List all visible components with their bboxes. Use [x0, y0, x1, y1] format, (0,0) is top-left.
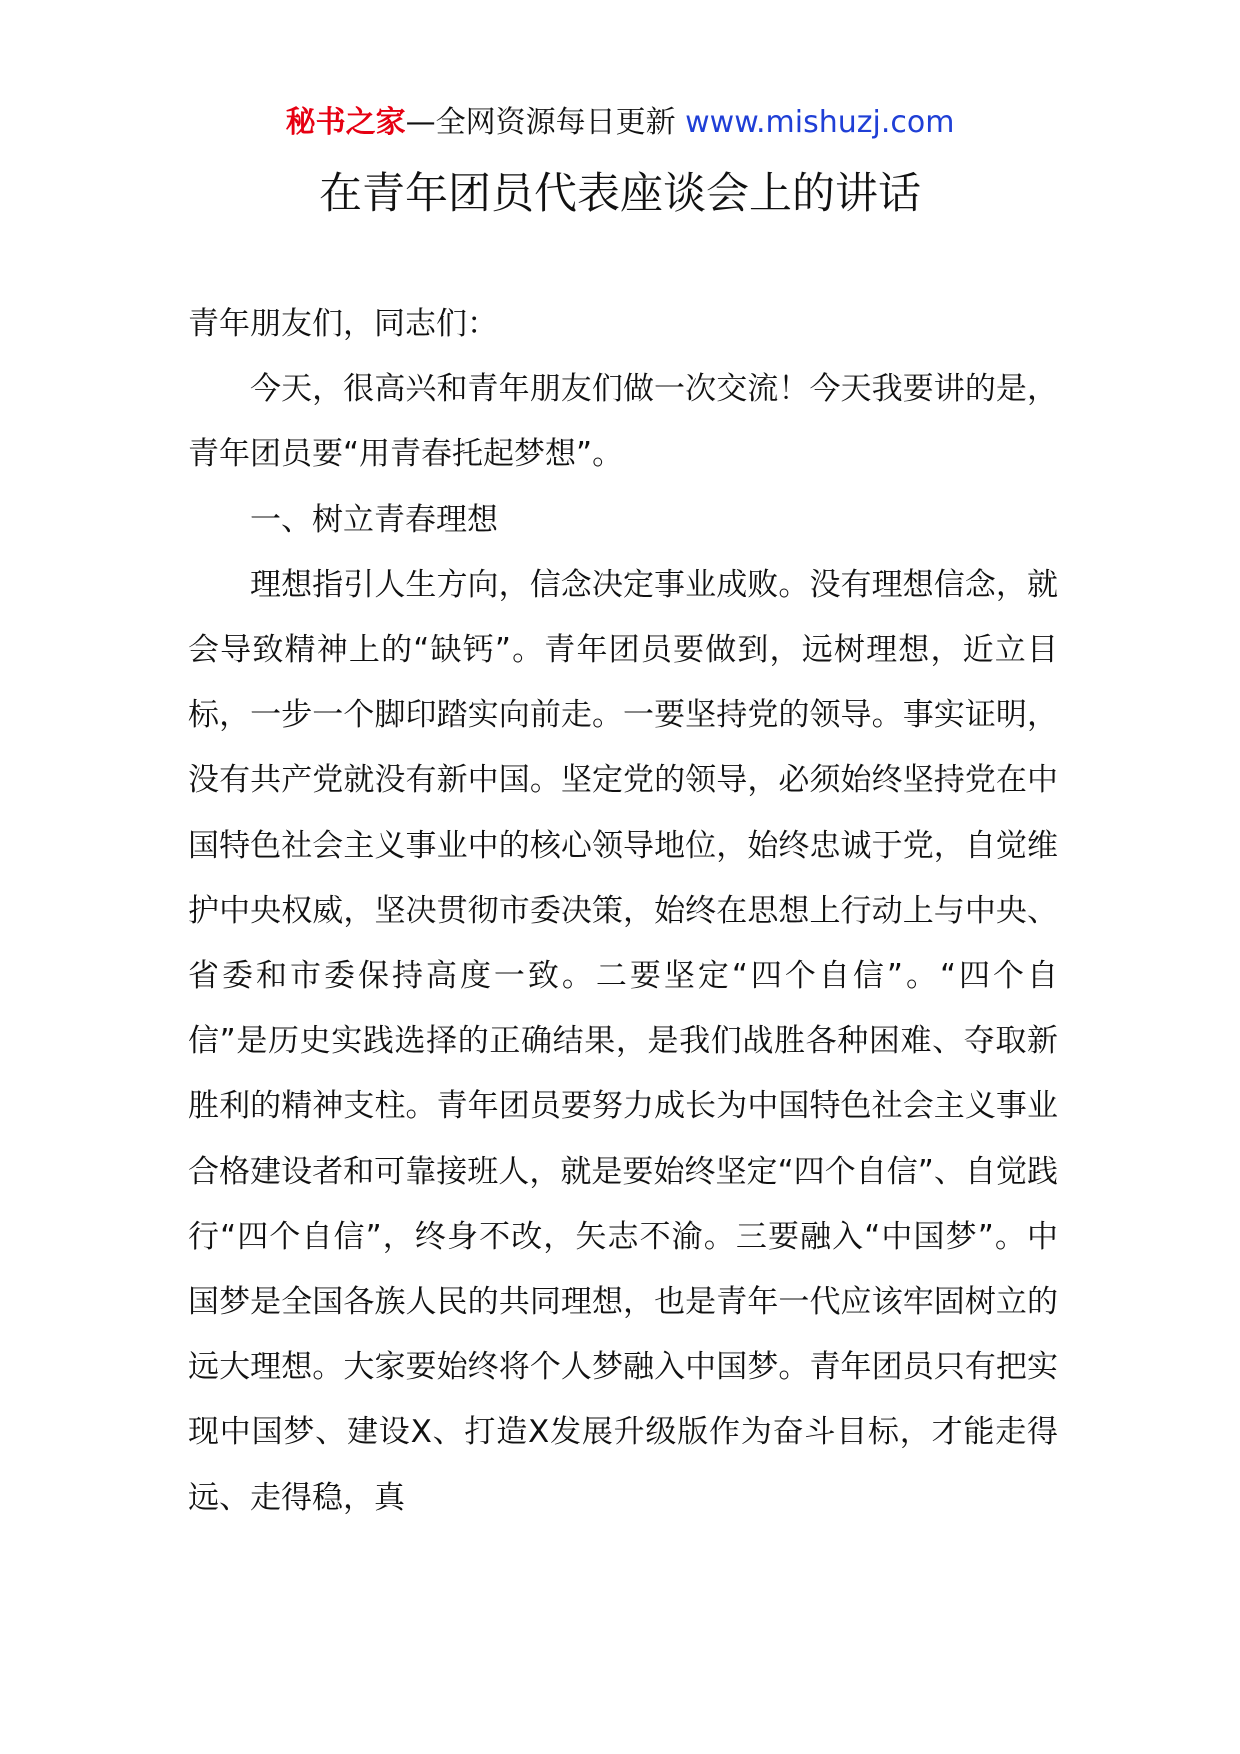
paragraph-intro: 今天，很高兴和青年朋友们做一次交流！今天我要讲的是，青年团员要“用青春托起梦想”。: [188, 371, 1058, 473]
site-slogan: —全网资源每日更新: [405, 105, 676, 140]
salutation: 青年朋友们，同志们：: [188, 306, 498, 342]
document-title: 在青年团员代表座谈会上的讲话: [319, 169, 921, 219]
section-heading: 一、树立青春理想: [250, 501, 498, 538]
site-header: [0, 100, 1240, 146]
paragraph-body: 理想指引人生方向，信念决定事业成败。没有理想信念，就会导致精神上的“缺钙”。青年团员要做到，远树理想，近立目标，一步一个脚印踏实向前走。一要坚持党的领导。事实证明，没有共产党就没有新中国。坚定党的领导，必须始终坚持党在中国特色社会主义事业中的核心领导地位，始终忠诚于党，自觉维护中央权威，坚决贯彻市委决策，始终在思想上行动上与中央、省委和市委保持高度一致。二要坚定“四个自信”。“四个自信”是历史实践选择的正确结果，是我们战胜各种困难、夺取新胜利的精神支柱。青年团员要努力成长为中国特色社会主义事业合格建设者和可靠接班人，就是要始终坚定“四个自信”、自觉践行“四个自信”，终身不改，矢志不渝。三要融入“中国梦”。中国梦是全国各族人民的共同理想，也是青年一代应该牢固树立的远大理想。大家要始终将个人梦融入中国梦。青年团员只有把实现中国梦、建设X、打造X发展升级版作为奋斗目标，才能走得远、走得稳，真: [188, 566, 1058, 1516]
document-body: [188, 292, 1058, 1531]
site-url-link[interactable]: www.mishuzj.com: [685, 105, 955, 140]
site-brand: 秘书之家: [285, 105, 406, 140]
